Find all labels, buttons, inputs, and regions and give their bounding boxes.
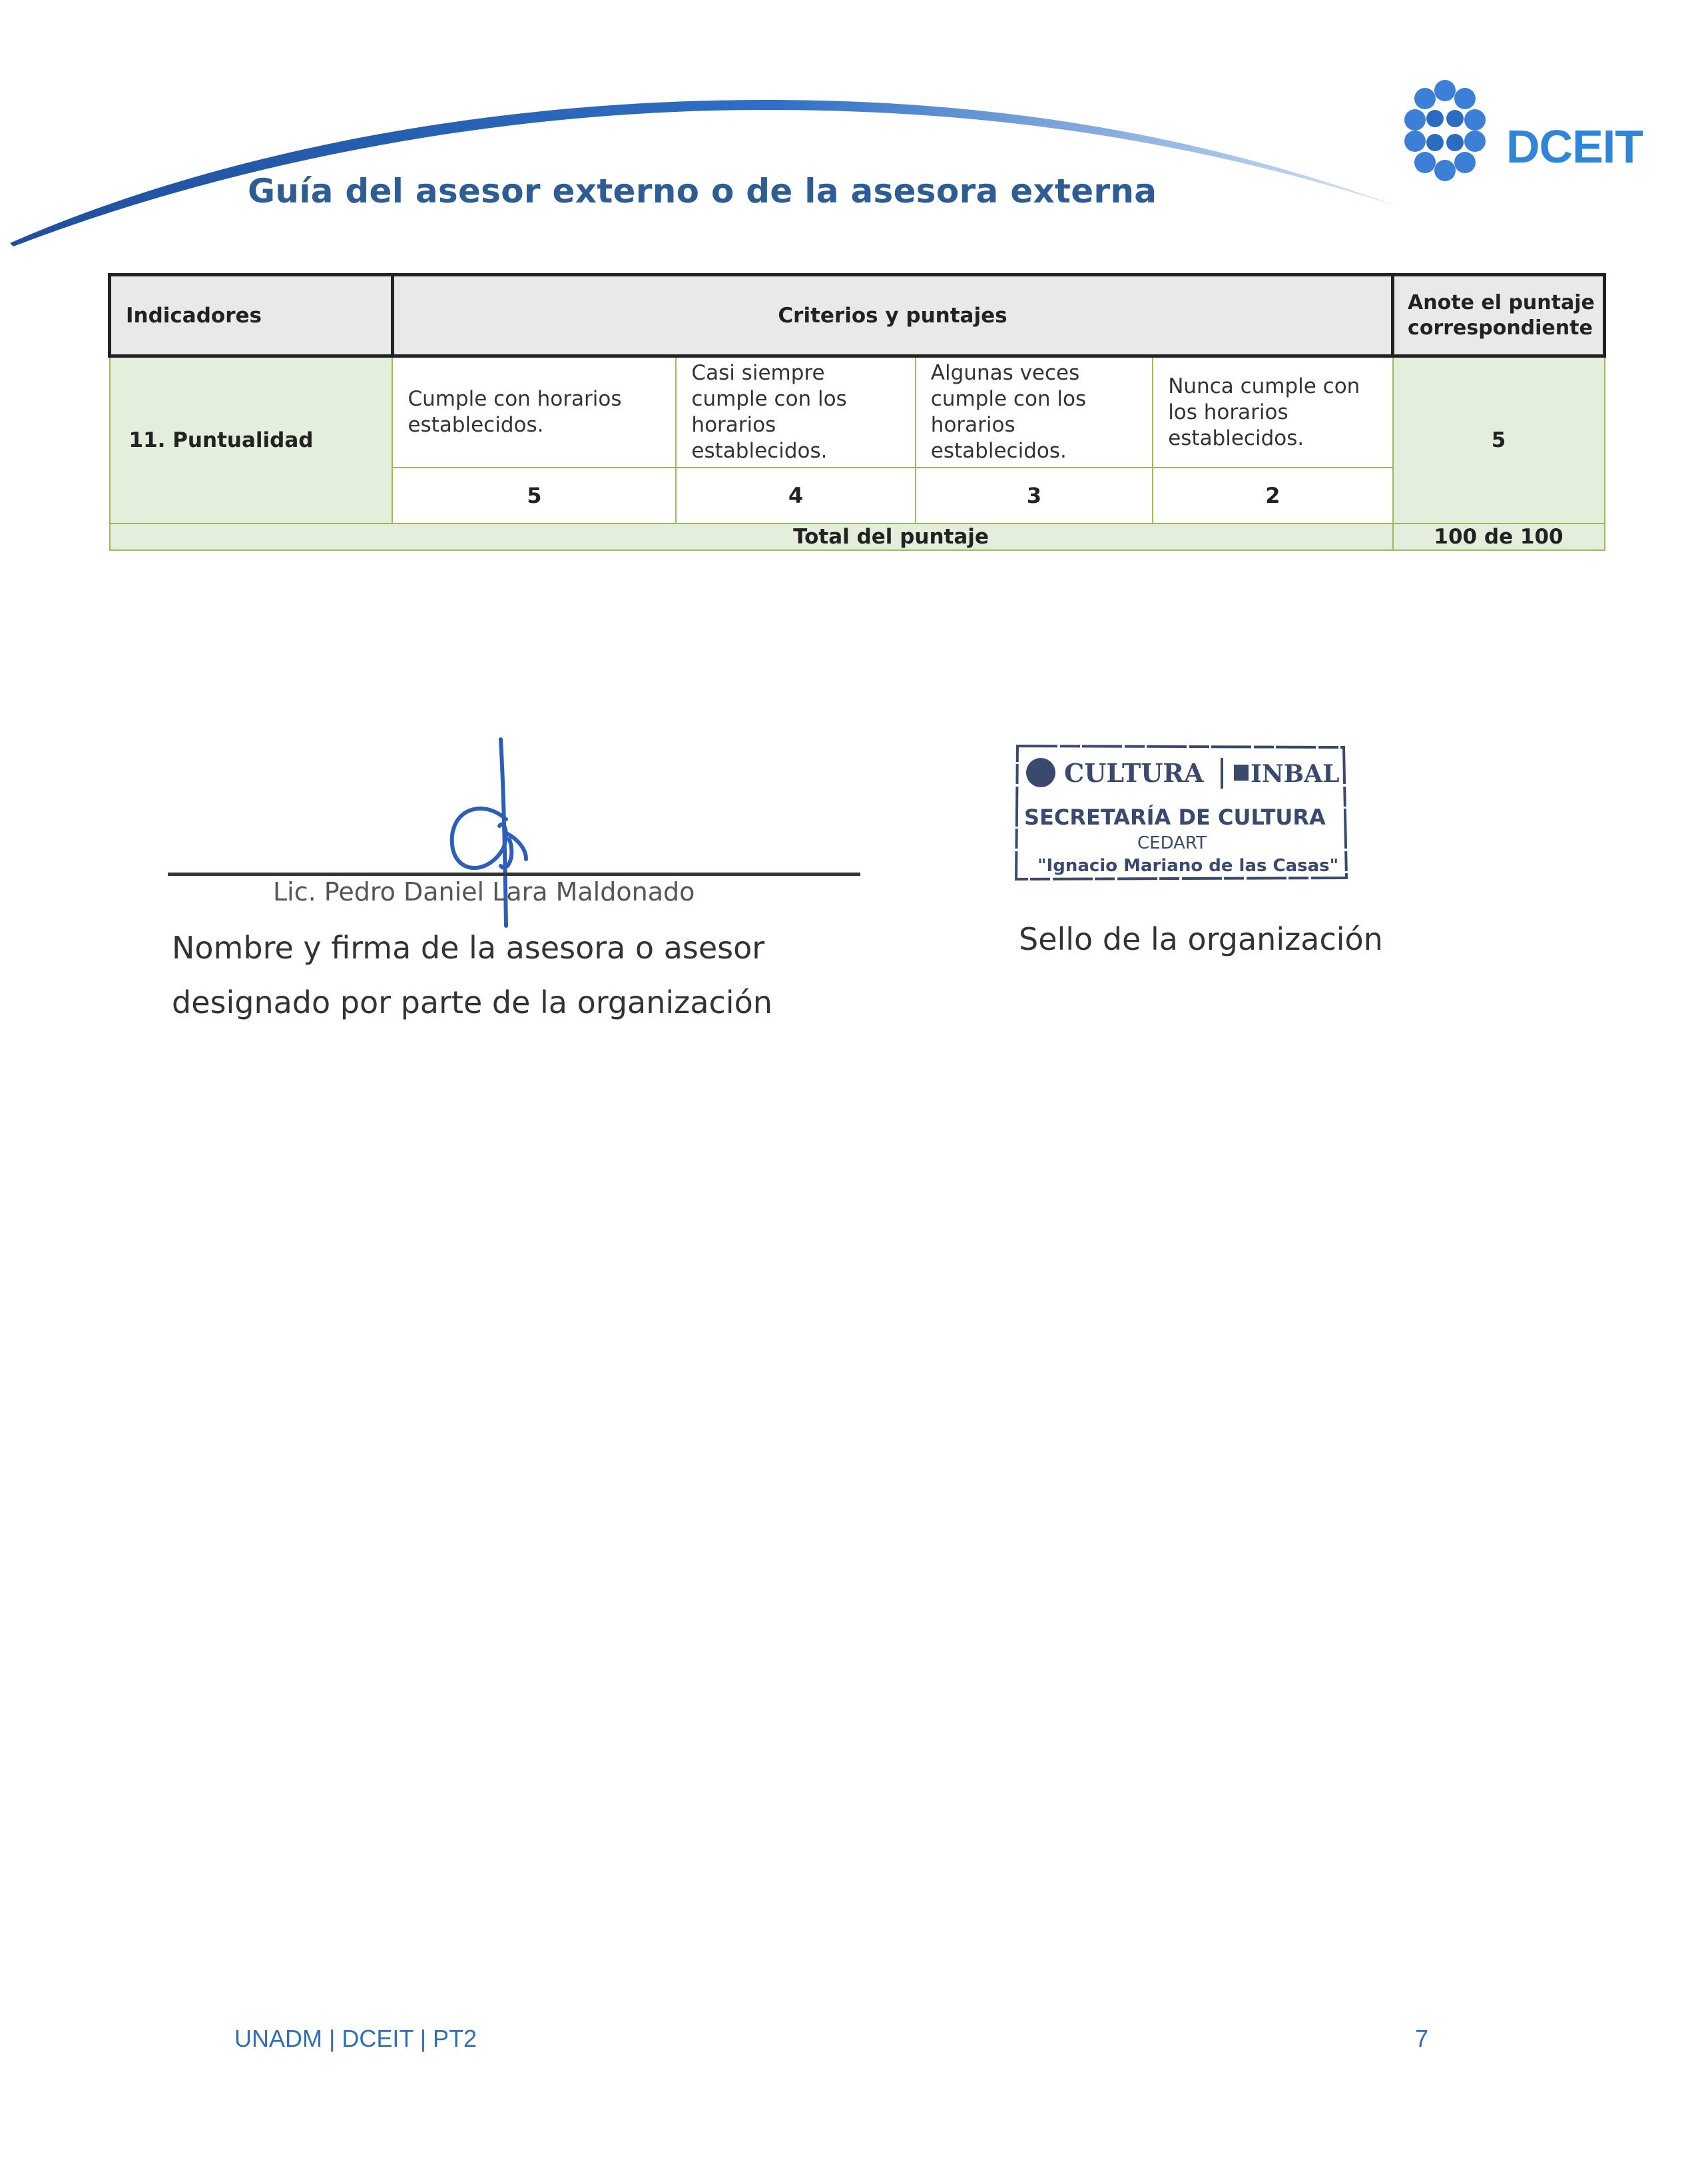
criterion-text: Casi siempre cumple con los horarios establecidos. bbox=[676, 356, 915, 468]
signature-caption bbox=[172, 920, 772, 1030]
page-number: 7 bbox=[1415, 2025, 1429, 2052]
stamp-cedart: CEDART bbox=[1137, 833, 1207, 853]
organization-stamp bbox=[1011, 738, 1352, 898]
logo-wordmark: DCEIT bbox=[1506, 121, 1643, 173]
score-cell: 5 bbox=[1393, 356, 1605, 524]
criterion-points: 5 bbox=[392, 468, 676, 524]
stamp-caption: Sello de la organización bbox=[1019, 921, 1383, 957]
header-indicadores: Indicadores bbox=[110, 275, 393, 356]
stamp-cultura: CULTURA bbox=[1064, 758, 1204, 788]
indicator-cell: 11. Puntualidad bbox=[110, 356, 393, 524]
stamp-inbal: INBAL bbox=[1251, 760, 1340, 788]
signature-caption-line2: designado por parte de la organización bbox=[172, 984, 772, 1020]
criterion-points: 2 bbox=[1153, 468, 1392, 524]
criterion-points: 4 bbox=[676, 468, 915, 524]
footer-left: UNADM | DCEIT | PT2 bbox=[234, 2025, 477, 2052]
criterion-points: 3 bbox=[916, 468, 1153, 524]
table-header-row bbox=[110, 275, 1605, 356]
signer-name: Lic. Pedro Daniel Lara Maldonado bbox=[273, 877, 695, 907]
page-heading: Guía del asesor externo o de la asesora externa bbox=[248, 172, 1157, 210]
header-criterios: Criterios y puntajes bbox=[392, 275, 1392, 356]
stamp-secretaria: SECRETARÍA DE CULTURA bbox=[1024, 805, 1326, 830]
signature-caption-line1: Nombre y firma de la asesora o asesor bbox=[172, 930, 765, 966]
criterion-text: Cumple con horarios establecidos. bbox=[392, 356, 676, 468]
header-swoosh-graphic bbox=[0, 80, 1532, 253]
evaluation-table bbox=[108, 273, 1606, 551]
table-row bbox=[110, 356, 1605, 468]
criterion-text: Algunas veces cumple con los horarios establecidos. bbox=[916, 356, 1153, 468]
total-value: 100 de 100 bbox=[1393, 524, 1605, 550]
criterion-text: Nunca cumple con los horarios establecidos. bbox=[1153, 356, 1392, 468]
total-label: Total del puntaje bbox=[110, 524, 1393, 550]
stamp-ignacio: "Ignacio Mariano de las Casas" bbox=[1037, 856, 1339, 876]
signature-line bbox=[168, 873, 860, 876]
total-row bbox=[110, 524, 1605, 550]
header-puntaje: Anote el puntaje correspondiente bbox=[1393, 275, 1605, 356]
